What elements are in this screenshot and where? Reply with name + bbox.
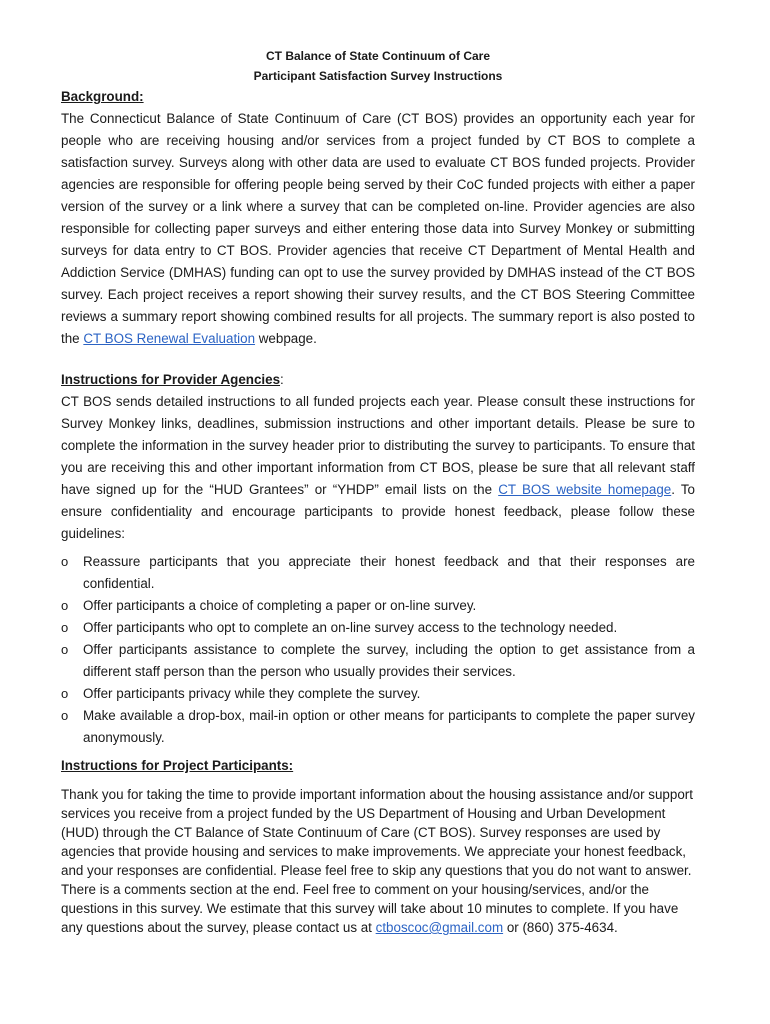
provider-text: CT BOS sends detailed instructions to all funded projects each year. Please consult these instructions for Survey Monkey links, deadlines, submission instructions and other important details. Please be sure to complete the information in the survey header prior to distributing the survey to participants. To ensure that you are receiving this and other important information from CT BOS, please be sure that all relevant staff have signed up for the “HUD Grantees” or “YHDP” email lists on the xyxy=(61,394,695,497)
guideline-item xyxy=(61,551,695,595)
provider-text-end: . To ensure confidentiality and encourage participants to provide honest feedback, please follow these guidelines: xyxy=(61,482,695,541)
document-title-line1: CT Balance of State Continuum of Care xyxy=(265,49,491,63)
guideline-item xyxy=(61,705,695,749)
provider-heading-colon: : xyxy=(280,372,284,387)
guideline-text: Offer participants a choice of completing a paper or on-line survey. xyxy=(83,598,477,613)
document-title-line2: Participant Satisfaction Survey Instructions xyxy=(253,69,503,83)
participants-heading: Instructions for Project Participants: xyxy=(61,758,294,773)
guideline-text: Reassure participants that you appreciate their honest feedback and that their responses are confidential. xyxy=(83,554,695,591)
guideline-text: Offer participants who opt to complete an on-line survey access to the technology needed. xyxy=(83,620,618,635)
guideline-item xyxy=(61,683,695,705)
background-paragraph xyxy=(61,108,695,350)
background-heading: Background: xyxy=(61,89,144,104)
bos-website-homepage-link[interactable]: CT BOS website homepage xyxy=(498,482,672,497)
guideline-text: Make available a drop-box, mail-in option or other means for participants to complete the paper survey anonymously. xyxy=(83,708,695,745)
contact-email-link[interactable]: ctboscoc@gmail.com xyxy=(375,920,504,935)
guideline-text: Offer participants assistance to complete the survey, including the option to get assistance from a different staff person than the person who usually provides their services. xyxy=(83,642,695,679)
guideline-item xyxy=(61,617,695,639)
participants-paragraph xyxy=(61,785,695,937)
bullet-icon: o xyxy=(61,686,69,701)
background-text: The Connecticut Balance of State Continuum of Care (CT BOS) provides an opportunity each year for people who are receiving housing and/or services from a project funded by CT BOS to complete a satisfaction survey. Surveys along with other data are used to evaluate CT BOS funded projects. Provider agencies are responsible for offering people being served by their CoC funded projects with either a paper version of the survey or a link where a survey that can be completed on-line. Provider agencies are also responsible for collecting paper surveys and either entering those data into Survey Monkey or submitting surveys for data entry to CT BOS. Provider agencies that receive CT Department of Mental Health and Addiction Service (DMHAS) funding can opt to use the survey provided by DMHAS instead of the CT BOS survey. Each project receives a report showing their survey results, and the CT BOS Steering Committee reviews a summary report showing combined results for all projects. The summary report is also posted to the xyxy=(61,111,695,346)
renewal-evaluation-link[interactable]: CT BOS Renewal Evaluation xyxy=(83,331,256,346)
bullet-icon: o xyxy=(61,620,69,635)
provider-heading-line xyxy=(61,369,695,391)
guideline-text: Offer participants privacy while they complete the survey. xyxy=(83,686,421,701)
provider-heading: Instructions for Provider Agencies xyxy=(61,372,281,387)
participants-text-end: or (860) 375-4634. xyxy=(503,920,618,935)
section-gap xyxy=(61,350,695,369)
provider-paragraph xyxy=(61,391,695,545)
guidelines-list xyxy=(61,551,695,749)
participants-text: Thank you for taking the time to provide important information about the housing assistance and/or support services you receive from a project funded by the US Department of Housing and Urban Development (HUD) through the CT Balance of State Continuum of Care (CT BOS). Survey responses are used by agencies that provide housing and services to make improvements. We appreciate your honest feedback, and your responses are confidential. Please feel free to skip any questions that you do not want to answer. There is a comments section at the end. Feel free to comment on your housing/services, and/or the questions in this survey. We estimate that this survey will take about 10 minutes to complete. If you have any questions about the survey, please contact us at xyxy=(61,787,693,935)
document-page xyxy=(61,46,695,937)
bullet-icon: o xyxy=(61,642,69,657)
guideline-item xyxy=(61,595,695,617)
bullet-icon: o xyxy=(61,598,69,613)
background-text-end: webpage. xyxy=(255,331,317,346)
bullet-icon: o xyxy=(61,554,69,569)
guideline-item xyxy=(61,639,695,683)
bullet-icon: o xyxy=(61,708,69,723)
